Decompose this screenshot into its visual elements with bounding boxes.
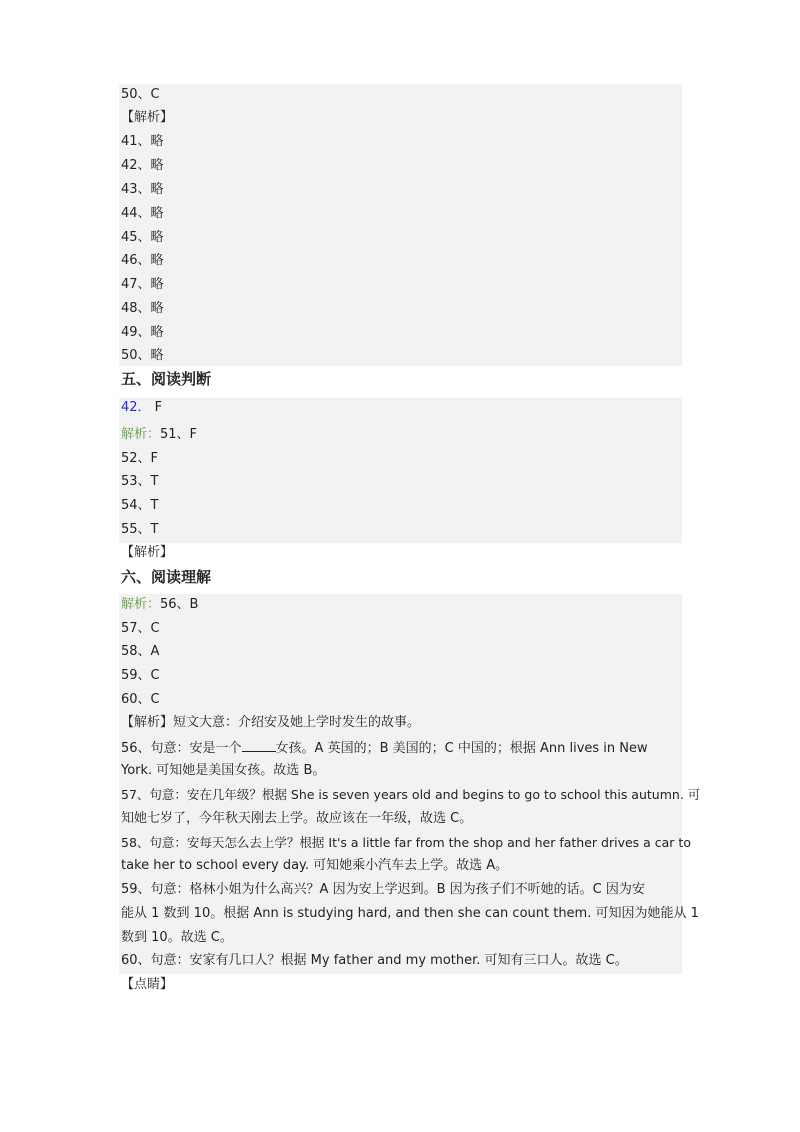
list-item: 60、C (121, 692, 160, 707)
top-answer-panel (119, 84, 682, 366)
explanation-57-line1: 57、句意：安在几年级？根据 She is seven years old and begins to go to school this autumn. 可 (121, 787, 701, 802)
analysis-label: 【解析】 (121, 545, 174, 560)
dianjing-label: 【点睛】 (121, 977, 174, 992)
list-item: 52、F (121, 451, 159, 466)
list-item: 59、C (121, 668, 160, 683)
list-item: 45、略 (121, 230, 164, 245)
list-item: 55、T (121, 522, 159, 537)
explanation-59-line1: 59、句意：格林小姐为什么高兴？A 因为安上学迟到。B 因为孩子们不听她的话。C 因为安 (121, 882, 645, 897)
answer-56: 56、B (160, 597, 199, 612)
analysis-first-answer (121, 425, 197, 445)
list-item: 50、略 (121, 348, 164, 363)
explanation-56-start: 56、句意：安是一个 (121, 741, 242, 756)
explanation-60: 60、句意：安家有几口人？根据 My father and my mother. 可知有三口人。故选 C。 (121, 953, 628, 968)
section6-title: 六、阅读理解 (121, 568, 212, 586)
explanation-57-line2: 知她七岁了，今年秋天刚去上学。故应该在一年级，故选 C。 (121, 811, 473, 826)
analysis-first-answer (121, 595, 198, 615)
list-item: 43、略 (121, 182, 164, 197)
answer-51: 51、F (160, 427, 198, 442)
list-item: 42、略 (121, 158, 164, 173)
analysis-prefix: 解析： (121, 597, 161, 612)
list-item: 49、略 (121, 325, 164, 340)
explanation-56-line2: York. 可知她是美国女孩。故选 B。 (121, 763, 326, 778)
explanation-58-line2: take her to school every day. 可知她乘小汽车去上学。故选 A。 (121, 858, 509, 873)
list-item: 58、A (121, 644, 160, 659)
section5-answer-panel (119, 398, 682, 543)
question-42 (121, 398, 162, 418)
list-item: 54、T (121, 498, 159, 513)
list-item: 44、略 (121, 206, 164, 221)
list-item: 53、T (121, 474, 159, 489)
question-number: 42． (121, 400, 151, 415)
section5-title: 五、阅读判断 (121, 370, 212, 388)
list-item: 47、略 (121, 277, 164, 292)
question-answer: F (150, 400, 163, 415)
analysis-prefix: 解析： (121, 427, 161, 442)
explanation-59-line3: 数到 10。故选 C。 (121, 930, 233, 945)
explanation-59-line2: 能从 1 数到 10。根据 Ann is studying hard, and then she can count them. 可知因为她能从 1 (121, 906, 699, 921)
explanation-56-line1 (121, 737, 648, 759)
list-item: 57、C (121, 621, 160, 636)
answer-50: 50、C (121, 87, 160, 102)
summary-line: 【解析】短文大意：介绍安及她上学时发生的故事。 (121, 715, 421, 730)
list-item: 41、略 (121, 134, 164, 149)
fill-blank (242, 737, 276, 752)
explanation-56-end: 女孩。A 英国的；B 美国的；C 中国的；根据 Ann lives in New (275, 741, 648, 756)
explanation-58-line1: 58、句意：安每天怎么去上学？根据 It's a little far from the shop and her father drives a car to (121, 835, 691, 850)
list-item: 46、略 (121, 253, 164, 268)
analysis-label: 【解析】 (121, 110, 174, 125)
list-item: 48、略 (121, 301, 164, 316)
